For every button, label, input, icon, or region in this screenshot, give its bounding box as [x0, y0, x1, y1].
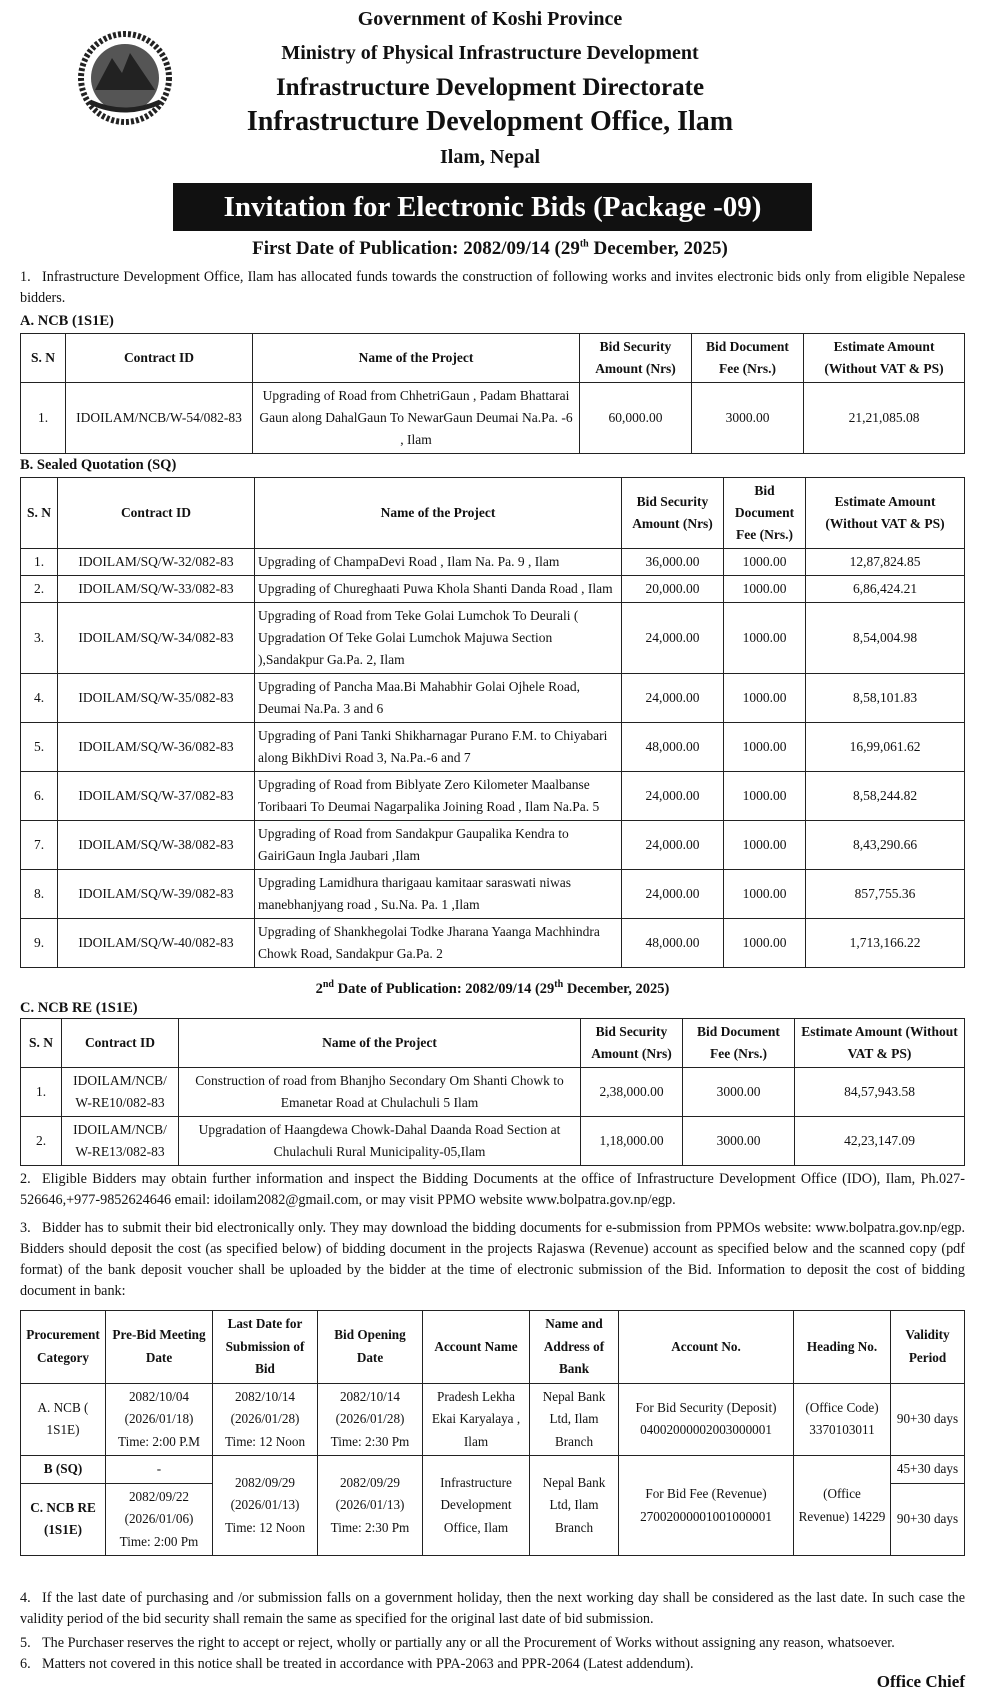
cell-contract-id: IDOILAM/SQ/W-32/082-83 [58, 549, 255, 576]
cell-estimate: 6,86,424.21 [806, 576, 965, 603]
col-bank: Name and Address of Bank [530, 1311, 619, 1384]
cell-bid-security: 24,000.00 [622, 674, 724, 723]
cell-sn: 5. [21, 723, 58, 772]
table-row [21, 919, 965, 968]
cell-account-no: For Bid Fee (Revenue) 27002000001001000001 [619, 1456, 794, 1556]
cell-category: B (SQ) [21, 1456, 106, 1484]
cell-prebid: - [106, 1456, 213, 1484]
cell-bid-security: 2,38,000.00 [581, 1068, 683, 1117]
table-row [21, 723, 965, 772]
col-doc-fee: Bid Document Fee (Nrs.) [683, 1019, 795, 1068]
paragraph-3: 3. Bidder has to submit their bid electronically only. They may download the bidding documents for e-submission from PPMOs website: www.bolpatra.gov.np/egp. Bidders should deposit the cost (as specified below) of bidding document in the projects Rajaswa (Revenue) account as specified below and the scanned copy (pdf format) of the bank deposit voucher shall be uploaded by the bidder at the time of electronic submission of the Bid. Information to deposit the cost of bidding document in bank: [20, 1220, 965, 1299]
col-estimate: Estimate Amount (Without VAT & PS) [804, 334, 965, 383]
col-doc-fee: Bid Document Fee (Nrs.) [692, 334, 804, 383]
signature-office-chief: Office Chief [876, 1672, 965, 1691]
cell-sn: 2. [21, 1117, 62, 1166]
cell-estimate: 8,54,004.98 [806, 603, 965, 674]
cell-opening-date: 2082/09/29 (2026/01/13) Time: 2:30 Pm [318, 1456, 423, 1556]
section-b-title: B. Sealed Quotation (SQ) [20, 457, 177, 473]
cell-estimate: 12,87,824.85 [806, 549, 965, 576]
cell-contract-id: IDOILAM/SQ/W-40/082-83 [58, 919, 255, 968]
cell-bid-security: 24,000.00 [622, 772, 724, 821]
cell-contract-id: IDOILAM/NCB/ W-RE10/082-83 [62, 1068, 179, 1117]
col-opening-date: Bid Opening Date [318, 1311, 423, 1384]
cell-doc-fee: 1000.00 [724, 674, 806, 723]
header-office: Infrastructure Development Office, Ilam [246, 106, 734, 137]
table-header-row [21, 1311, 965, 1384]
table-row [21, 674, 965, 723]
cell-estimate: 8,58,101.83 [806, 674, 965, 723]
table-row [21, 1456, 965, 1484]
table-row [21, 1383, 965, 1456]
cell-last-date: 2082/10/14 (2026/01/28) Time: 12 Noon [213, 1383, 318, 1456]
ncb-table [20, 333, 965, 454]
table-row [21, 549, 965, 576]
table-row [21, 772, 965, 821]
cell-heading-no: (Office Code) 3370103011 [794, 1383, 891, 1456]
table-row [21, 1068, 965, 1117]
cell-bank: Nepal Bank Ltd, Ilam Branch [530, 1456, 619, 1556]
cell-project-name: Construction of road from Bhanjho Secondary Om Shanti Chowk to Emanetar Road at Chulachuli 5 Ilam [179, 1068, 581, 1117]
cell-doc-fee: 1000.00 [724, 870, 806, 919]
cell-estimate: 42,23,147.09 [795, 1117, 965, 1166]
col-sn: S. N [21, 1019, 62, 1068]
ncb-re-table [20, 1018, 965, 1166]
cell-project-name: Upgrading of Pancha Maa.Bi Mahabhir Golai Ojhele Road, Deumai Na.Pa. 3 and 6 [255, 674, 622, 723]
cell-doc-fee: 1000.00 [724, 603, 806, 674]
col-contract-id: Contract ID [62, 1019, 179, 1068]
col-validity: Validity Period [891, 1311, 965, 1384]
cell-bid-security: 36,000.00 [622, 549, 724, 576]
cell-doc-fee: 1000.00 [724, 723, 806, 772]
cell-contract-id: IDOILAM/SQ/W-39/082-83 [58, 870, 255, 919]
cell-account-name: Pradesh Lekha Ekai Karyalaya , Ilam [423, 1383, 530, 1456]
cell-bid-security: 60,000.00 [580, 383, 692, 454]
cell-account-no: For Bid Security (Deposit) 04002000002003000001 [619, 1383, 794, 1456]
col-contract-id: Contract ID [58, 478, 255, 549]
header-government: Government of Koshi Province [357, 8, 623, 30]
table-header-row [21, 478, 965, 549]
cell-bid-security: 20,000.00 [622, 576, 724, 603]
cell-project-name: Upgrading of Road from ChhetriGaun , Padam Bhattarai Gaun along DahalGaun To NewarGaun Deumai Na.Pa. -6 , Ilam [253, 383, 580, 454]
cell-contract-id: IDOILAM/SQ/W-38/082-83 [58, 821, 255, 870]
cell-prebid: 2082/09/22 (2026/01/06) Time: 2:00 Pm [106, 1483, 213, 1556]
header-location: Ilam, Nepal [440, 146, 540, 168]
cell-contract-id: IDOILAM/SQ/W-35/082-83 [58, 674, 255, 723]
cell-contract-id: IDOILAM/SQ/W-37/082-83 [58, 772, 255, 821]
cell-sn: 1. [21, 383, 66, 454]
cell-project-name: Upgrading of Shankhegolai Todke Jharana Yaanga Machhindra Chowk Road, Sandakpur Ga.Pa. 2 [255, 919, 622, 968]
table-row [21, 870, 965, 919]
cell-bid-security: 24,000.00 [622, 870, 724, 919]
cell-doc-fee: 1000.00 [724, 576, 806, 603]
section-a-title: A. NCB (1S1E) [20, 313, 114, 329]
table-header-row [21, 334, 965, 383]
col-sn: S. N [21, 478, 58, 549]
cell-sn: 6. [21, 772, 58, 821]
header-ministry: Ministry of Physical Infrastructure Development [281, 42, 699, 64]
cell-estimate: 857,755.36 [806, 870, 965, 919]
cell-sn: 8. [21, 870, 58, 919]
cell-doc-fee: 3000.00 [683, 1068, 795, 1117]
cell-category: A. NCB ( 1S1E) [21, 1383, 106, 1456]
cell-account-name: Infrastructure Development Office, Ilam [423, 1456, 530, 1556]
cell-doc-fee: 1000.00 [724, 549, 806, 576]
col-category: Procurement Category [21, 1311, 106, 1384]
cell-doc-fee: 3000.00 [692, 383, 804, 454]
cell-bid-security: 24,000.00 [622, 603, 724, 674]
cell-validity: 90+30 days [891, 1483, 965, 1556]
notice-title: Invitation for Electronic Bids (Package -09) [173, 183, 812, 231]
paragraph-2: 2. Eligible Bidders may obtain further information and inspect the Bidding Documents at the office of Infrastructure Development Office (IDO), Ilam, Ph.027-526646,+977-9852624646 email: idoilam2082@gmail.com, or may visit PPMO website www.bolpatra.gov.np/egp. [20, 1171, 965, 1208]
col-heading-no: Heading No. [794, 1311, 891, 1384]
cell-validity: 45+30 days [891, 1456, 965, 1484]
cell-sn: 1. [21, 1068, 62, 1117]
paragraph-4: 4. If the last date of purchasing and /or submission falls on a government holiday, then the next working day shall be considered as the last date. In such case the validity period of the bid security shall remain the same as specified for the original last date of bid submission. [20, 1590, 965, 1627]
cell-project-name: Upgrading of Pani Tanki Shikharnagar Purano F.M. to Chiyabari along BikhDivi Road 3, Na.Pa.-6 and 7 [255, 723, 622, 772]
table-row [21, 576, 965, 603]
cell-project-name: Upgrading of Chureghaati Puwa Khola Shanti Danda Road , Ilam [255, 576, 622, 603]
table-row [21, 603, 965, 674]
cell-contract-id: IDOILAM/SQ/W-33/082-83 [58, 576, 255, 603]
cell-category: C. NCB RE (1S1E) [21, 1483, 106, 1556]
cell-doc-fee: 1000.00 [724, 919, 806, 968]
col-bid-security: Bid Security Amount (Nrs) [580, 334, 692, 383]
col-contract-id: Contract ID [66, 334, 253, 383]
cell-project-name: Upgrading of Road from Sandakpur Gaupalika Kendra to GairiGaun Ingla Jaubari ,Ilam [255, 821, 622, 870]
cell-sn: 3. [21, 603, 58, 674]
col-prebid: Pre-Bid Meeting Date [106, 1311, 213, 1384]
cell-estimate: 8,43,290.66 [806, 821, 965, 870]
paragraph-5: 5. The Purchaser reserves the right to accept or reject, wholly or partially any or all the Procurement of Works without assigning any reason, whatsoever. [20, 1635, 895, 1651]
col-account-name: Account Name [423, 1311, 530, 1384]
cell-doc-fee: 1000.00 [724, 821, 806, 870]
cell-bid-security: 48,000.00 [622, 723, 724, 772]
cell-estimate: 8,58,244.82 [806, 772, 965, 821]
col-project-name: Name of the Project [179, 1019, 581, 1068]
cell-bid-security: 1,18,000.00 [581, 1117, 683, 1166]
cell-heading-no: (Office Revenue) 14229 [794, 1456, 891, 1556]
section-c-title: C. NCB RE (1S1E) [20, 1000, 138, 1016]
col-last-date: Last Date for Submission of Bid [213, 1311, 318, 1384]
cell-estimate: 21,21,085.08 [804, 383, 965, 454]
col-account-no: Account No. [619, 1311, 794, 1384]
cell-validity: 90+30 days [891, 1383, 965, 1456]
cell-sn: 2. [21, 576, 58, 603]
col-sn: S. N [21, 334, 66, 383]
cell-project-name: Upgrading of Road from Biblyate Zero Kilometer Maalbanse Toribaari To Deumai Nagarpalika Joining Road , Ilam Na.Pa. 5 [255, 772, 622, 821]
cell-contract-id: IDOILAM/SQ/W-34/082-83 [58, 603, 255, 674]
cell-estimate: 1,713,166.22 [806, 919, 965, 968]
sq-table [20, 477, 965, 968]
cell-sn: 4. [21, 674, 58, 723]
table-row [21, 383, 965, 454]
cell-last-date: 2082/09/29 (2026/01/13) Time: 12 Noon [213, 1456, 318, 1556]
table-row [21, 821, 965, 870]
col-doc-fee: Bid Document Fee (Nrs.) [724, 478, 806, 549]
col-estimate: Estimate Amount (Without VAT & PS) [795, 1019, 965, 1068]
cell-bid-security: 24,000.00 [622, 821, 724, 870]
table-row [21, 1117, 965, 1166]
col-estimate: Estimate Amount (Without VAT & PS) [806, 478, 965, 549]
cell-bank: Nepal Bank Ltd, Ilam Branch [530, 1383, 619, 1456]
paragraph-1: 1. Infrastructure Development Office, Ilam has allocated funds towards the construction of following works and invites electronic bids only from eligible Nepalese bidders. [20, 269, 965, 306]
cell-opening-date: 2082/10/14 (2026/01/28) Time: 2:30 Pm [318, 1383, 423, 1456]
col-project-name: Name of the Project [255, 478, 622, 549]
cell-contract-id: IDOILAM/NCB/ W-RE13/082-83 [62, 1117, 179, 1166]
second-publication-date: 2nd Date of Publication: 2082/09/14 (29th December, 2025) [315, 979, 670, 997]
col-bid-security: Bid Security Amount (Nrs) [622, 478, 724, 549]
cell-project-name: Upgrading of ChampaDevi Road , Ilam Na. Pa. 9 , Ilam [255, 549, 622, 576]
col-project-name: Name of the Project [253, 334, 580, 383]
header-directorate: Infrastructure Development Directorate [275, 74, 705, 101]
cell-project-name: Upgrading of Road from Teke Golai Lumchok To Deurali ( Upgradation Of Teke Golai Lumchok Majuwa Section ),Sandakpur Ga.Pa. 2, Ilam [255, 603, 622, 674]
cell-sn: 1. [21, 549, 58, 576]
bank-deposit-table [20, 1310, 965, 1556]
cell-sn: 7. [21, 821, 58, 870]
cell-contract-id: IDOILAM/SQ/W-36/082-83 [58, 723, 255, 772]
cell-project-name: Upgradation of Haangdewa Chowk-Dahal Daanda Road Section at Chulachuli Rural Municipality-05,Ilam [179, 1117, 581, 1166]
cell-prebid: 2082/10/04 (2026/01/18) Time: 2:00 P.M [106, 1383, 213, 1456]
cell-sn: 9. [21, 919, 58, 968]
cell-contract-id: IDOILAM/NCB/W-54/082-83 [66, 383, 253, 454]
cell-doc-fee: 1000.00 [724, 772, 806, 821]
cell-project-name: Upgrading Lamidhura tharigaau kamitaar saraswati niwas manebhanjyang road , Su.Na. Pa. 1 ,Ilam [255, 870, 622, 919]
paragraph-6: 6. Matters not covered in this notice shall be treated in accordance with PPA-2063 and PPR-2064 (Latest addendum). [20, 1656, 694, 1672]
cell-bid-security: 48,000.00 [622, 919, 724, 968]
col-bid-security: Bid Security Amount (Nrs) [581, 1019, 683, 1068]
cell-estimate: 84,57,943.58 [795, 1068, 965, 1117]
first-publication-date: First Date of Publication: 2082/09/14 (29th December, 2025) [252, 238, 728, 259]
cell-doc-fee: 3000.00 [683, 1117, 795, 1166]
table-header-row [21, 1019, 965, 1068]
cell-estimate: 16,99,061.62 [806, 723, 965, 772]
